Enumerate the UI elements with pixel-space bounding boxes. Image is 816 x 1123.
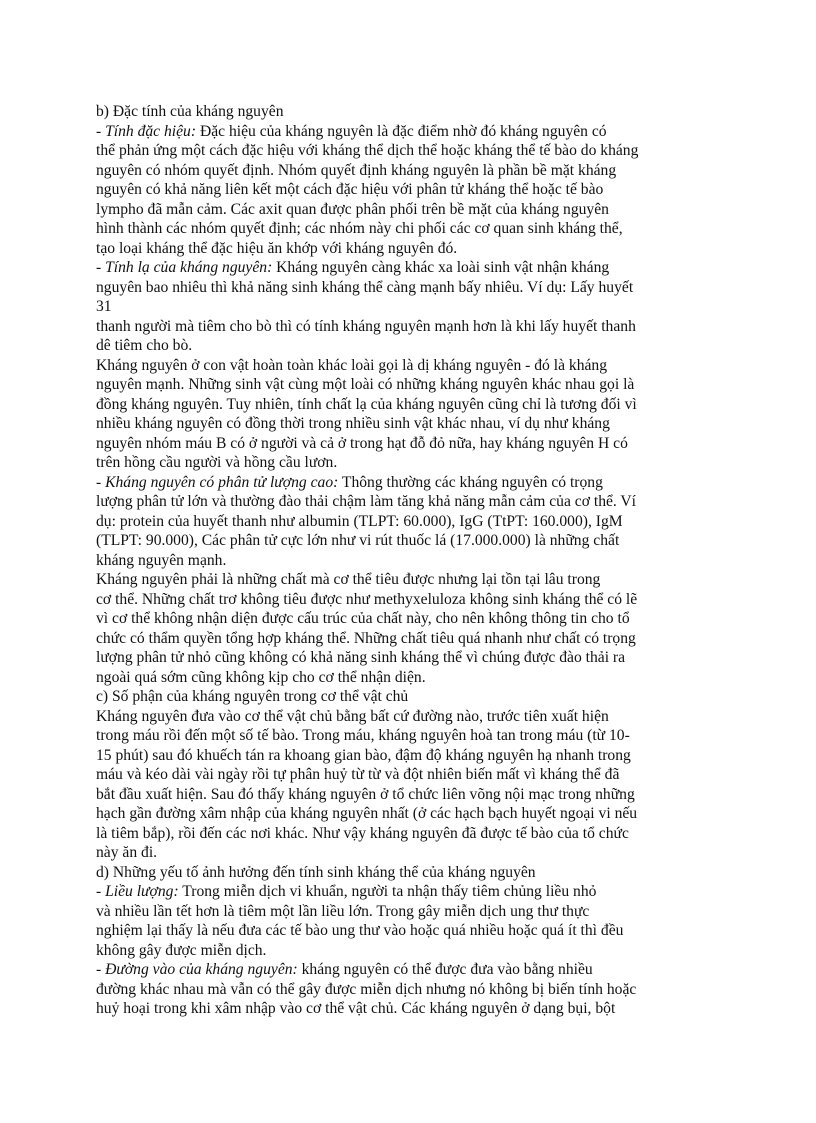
line-text: trên hồng cầu người và hồng cầu lươn. (96, 454, 338, 471)
line-text: bắt đầu xuất hiện. Sau đó thấy kháng nguyên ở tổ chức liên võng nội mạc trong những (96, 785, 635, 803)
line-text: đồng kháng nguyên. Tuy nhiên, tính chất lạ của kháng nguyên cũng chỉ là tương đối vì (96, 395, 637, 413)
line-text: Đặc hiệu của kháng nguyên là đặc điểm nhờ đó kháng nguyên có (196, 122, 607, 140)
text-line (96, 336, 696, 356)
text-line (96, 200, 696, 220)
text-line (96, 356, 696, 376)
line-text: dê tiêm cho bò. (96, 337, 193, 354)
text-line (96, 531, 696, 551)
text-line (96, 180, 696, 200)
text-line (96, 512, 696, 532)
italic-term: - Tính đặc hiệu: (96, 122, 197, 140)
line-text: Thông thường các kháng nguyên có trọng (338, 473, 603, 491)
line-text: (TLPT: 90.000), Các phân tử cực lớn như vi rút thuốc lá (17.000.000) là những chất (96, 532, 620, 549)
text-line (96, 726, 696, 746)
line-text: là tiêm bắp), rồi đến các nơi khác. Như vậy kháng nguyên đã được tế bào của tổ chức (96, 824, 629, 842)
text-line (96, 122, 696, 142)
text-line (96, 590, 696, 610)
text-line (96, 492, 696, 512)
line-text: nghiệm lại thấy là nếu đưa các tế bào ung thư vào hoặc quá nhiều hoặc quá ít thì đều (96, 922, 624, 939)
text-line (96, 219, 696, 239)
text-line (96, 414, 696, 434)
line-text: cơ thể. Những chất trơ không tiêu được như methyxeluloza không sinh kháng thể có lẽ (96, 590, 638, 608)
line-text: tạo loại kháng thể đặc hiệu ăn khớp với kháng nguyên đó. (96, 239, 458, 257)
text-line (96, 804, 696, 824)
italic-term: - Liều lượng: (96, 883, 179, 900)
line-text: trong máu rồi đến một số tế bào. Trong máu, kháng nguyên hoà tan trong máu (từ 10- (96, 727, 630, 744)
line-text: 15 phút) sau đó khuếch tán ra khoang gian bào, đậm độ kháng nguyên hạ nhanh trong (96, 746, 631, 764)
line-text: Trong miễn dịch vi khuẩn, người ta nhận thấy tiêm chủng liều nhỏ (178, 883, 597, 900)
line-text: nguyên nhóm máu B có ở người và cả ở trong hạt đỗ đỏ nữa, hay kháng nguyên H có (96, 434, 628, 452)
text-line (96, 434, 696, 454)
text-line (96, 980, 696, 1000)
line-text: lượng phân tử lớn và thường đào thải chậm làm tăng khả năng mẫn cảm của cơ thể. Ví (96, 493, 637, 510)
text-line (96, 882, 696, 902)
italic-term: - Đường vào của kháng nguyên: (96, 961, 298, 978)
text-line (96, 746, 696, 766)
text-line (96, 707, 696, 727)
line-text: Kháng nguyên phải là những chất mà cơ thể tiêu được nhưng lại tồn tại lâu trong (96, 571, 601, 588)
text-line (96, 258, 696, 278)
text-line (96, 609, 696, 629)
line-text: Kháng nguyên đưa vào cơ thể vật chủ bằng bất cứ đường nào, trước tiên xuất hiện (96, 707, 609, 725)
line-text: huỷ hoại trong khi xâm nhập vào cơ thể vật chủ. Các kháng nguyên ở dạng bụi, bột (96, 1000, 616, 1017)
line-text: vì cơ thể không nhận diện được cấu trúc của chất này, cho nên không thông tin cho tổ (96, 610, 630, 627)
italic-term: - Kháng nguyên có phân tử lượng cao: (96, 473, 339, 491)
line-text: d) Những yếu tố ảnh hưởng đến tính sinh kháng thể của kháng nguyên (96, 863, 536, 881)
line-text: nhiều kháng nguyên có đồng thời trong nhiều sinh vật khác nhau, ví dụ như kháng (96, 415, 610, 432)
line-text: hình thành các nhóm quyết định; các nhóm này chi phối các cơ quan sinh kháng thể, (96, 220, 623, 237)
text-line (96, 473, 696, 493)
line-text: ngoài quá sớm cũng không kịp cho cơ thể nhận diện. (96, 668, 426, 686)
text-line (96, 941, 696, 961)
line-text: kháng nguyên mạnh. (96, 551, 227, 569)
text-line (96, 648, 696, 668)
text-line (96, 297, 696, 317)
italic-term: - Tính lạ của kháng nguyên: (96, 259, 273, 276)
line-text: Kháng nguyên càng khác xa loài sinh vật nhận kháng (272, 259, 610, 276)
text-line (96, 765, 696, 785)
text-line (96, 161, 696, 181)
text-line (96, 999, 696, 1019)
text-line (96, 239, 696, 259)
line-text: Kháng nguyên ở con vật hoàn toàn khác loài gọi là dị kháng nguyên - đó là kháng (96, 356, 608, 374)
line-text: 31 (96, 298, 112, 315)
text-line (96, 629, 696, 649)
line-text: lympho đã mẫn cảm. Các axit quan được phân phối trên bề mặt của kháng nguyên (96, 200, 609, 218)
text-line (96, 395, 696, 415)
text-line (96, 824, 696, 844)
line-text: đường khác nhau mà vẫn có thể gây được miễn dịch nhưng nó không bị biến tính hoặc (96, 980, 637, 998)
line-text: chức có thẩm quyền tổng hợp kháng thể. Những chất tiêu quá nhanh như chất có trọng (96, 629, 636, 647)
line-text: lượng phân tử nhỏ cũng không có khả năng sinh kháng thể vì chúng được đào thải ra (96, 649, 626, 666)
text-line (96, 278, 696, 298)
line-text: nguyên có nhóm quyết định. Nhóm quyết định kháng nguyên là phần bề mặt kháng (96, 161, 617, 179)
line-text: dụ: protein của huyết thanh như albumin (TLPT: 60.000), IgG (TtPT: 160.000), IgM (96, 512, 623, 530)
text-line (96, 453, 696, 473)
line-text: và nhiều lần tết hơn là tiêm một lần liều lớn. Trong gây miễn dịch ung thư thực (96, 902, 590, 920)
line-text: thanh người mà tiêm cho bò thì có tính kháng nguyên mạnh hơn là khi lấy huyết thanh (96, 317, 636, 335)
text-line (96, 921, 696, 941)
text-line (96, 843, 696, 863)
text-line (96, 102, 696, 122)
line-text: máu và kéo dài vài ngày rồi tự phân huỷ từ từ và đột nhiên biến mất vì kháng thể đã (96, 766, 620, 783)
line-text: kháng nguyên có thể được đưa vào bằng nhiều (297, 961, 593, 978)
line-text: không gây được miễn dịch. (96, 941, 267, 959)
text-line (96, 902, 696, 922)
line-text: hạch gần đường xâm nhập của kháng nguyên nhất (ở các hạch bạch huyết ngoại vi nếu (96, 805, 638, 822)
line-text: thể phản ứng một cách đặc hiệu với kháng thể dịch thể hoặc kháng thể tế bào do kháng (96, 142, 639, 159)
text-line (96, 785, 696, 805)
text-line (96, 687, 696, 707)
line-text: b) Đặc tính của kháng nguyên (96, 103, 284, 120)
text-line (96, 317, 696, 337)
line-text: này ăn đi. (96, 844, 158, 861)
text-line (96, 668, 696, 688)
text-line (96, 551, 696, 571)
text-line (96, 570, 696, 590)
text-line (96, 960, 696, 980)
text-line (96, 375, 696, 395)
line-text: nguyên mạnh. Những sinh vật cùng một loài có những kháng nguyên khác nhau gọi là (96, 376, 635, 393)
text-line (96, 141, 696, 161)
text-line (96, 863, 696, 883)
line-text: nguyên bao nhiêu thì khả năng sinh kháng thể càng mạnh bấy nhiêu. Ví dụ: Lấy huyết (96, 278, 634, 296)
line-text: nguyên có khả năng liên kết một cách đặc hiệu với phân tử kháng thể hoặc tế bào (96, 181, 604, 198)
line-text: c) Số phận của kháng nguyên trong cơ thể vật chủ (96, 688, 409, 705)
document-page (96, 102, 696, 1019)
